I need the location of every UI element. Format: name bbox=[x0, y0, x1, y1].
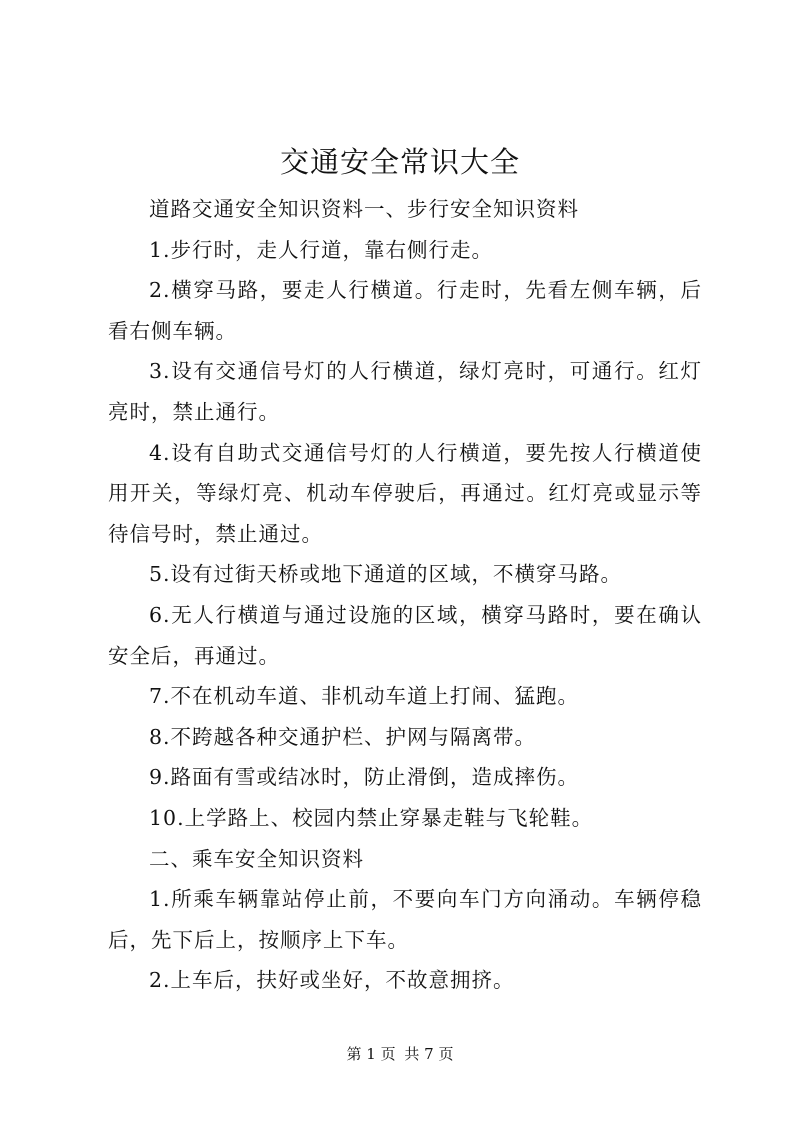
paragraph: 9.路面有雪或结冰时，防止滑倒，造成摔伤。 bbox=[149, 765, 580, 790]
paragraph: 2.上车后，扶好或坐好，不故意拥挤。 bbox=[149, 968, 515, 993]
paragraph: 8.不跨越各种交通护栏、护网与隔离带。 bbox=[149, 724, 537, 749]
page-total: 共 7 页 bbox=[404, 1045, 454, 1063]
paragraph: 2.横穿马路，要走人行横道。行走时，先看左侧车辆，后看右侧车辆。 bbox=[108, 278, 702, 343]
paragraph: 10.上学路上、校园内禁止穿暴走鞋与飞轮鞋。 bbox=[149, 805, 594, 830]
page-number: 第 1 页 bbox=[346, 1045, 396, 1063]
paragraph: 道路交通安全知识资料一、步行安全知识资料 bbox=[149, 197, 579, 221]
document-body bbox=[108, 189, 702, 1001]
paragraph: 1.步行时，走人行道，靠右侧行走。 bbox=[149, 237, 494, 262]
paragraph: 4.设有自助式交通信号灯的人行横道，要先按人行横道使用开关，等绿灯亮、机动车停驶后，再通过。红灯亮或显示等待信号时，禁止通过。 bbox=[108, 440, 702, 546]
section-heading: 二、乘车安全知识资料 bbox=[149, 846, 364, 871]
paragraph: 6.无人行横道与通过设施的区域，横穿马路时，要在确认安全后，再通过。 bbox=[108, 602, 702, 668]
paragraph: 3.设有交通信号灯的人行横道，绿灯亮时，可通行。红灯亮时，禁止通行。 bbox=[108, 359, 702, 424]
page-footer bbox=[0, 1044, 800, 1064]
paragraph: 7.不在机动车道、非机动车道上打闹、猛跑。 bbox=[149, 684, 580, 709]
paragraph: 5.设有过街天桥或地下通道的区域，不横穿马路。 bbox=[149, 562, 623, 587]
document-title: 交通安全常识大全 bbox=[279, 145, 520, 179]
paragraph: 1.所乘车辆靠站停止前，不要向车门方向涌动。车辆停稳后，先下后上，按顺序上下车。 bbox=[108, 887, 702, 952]
